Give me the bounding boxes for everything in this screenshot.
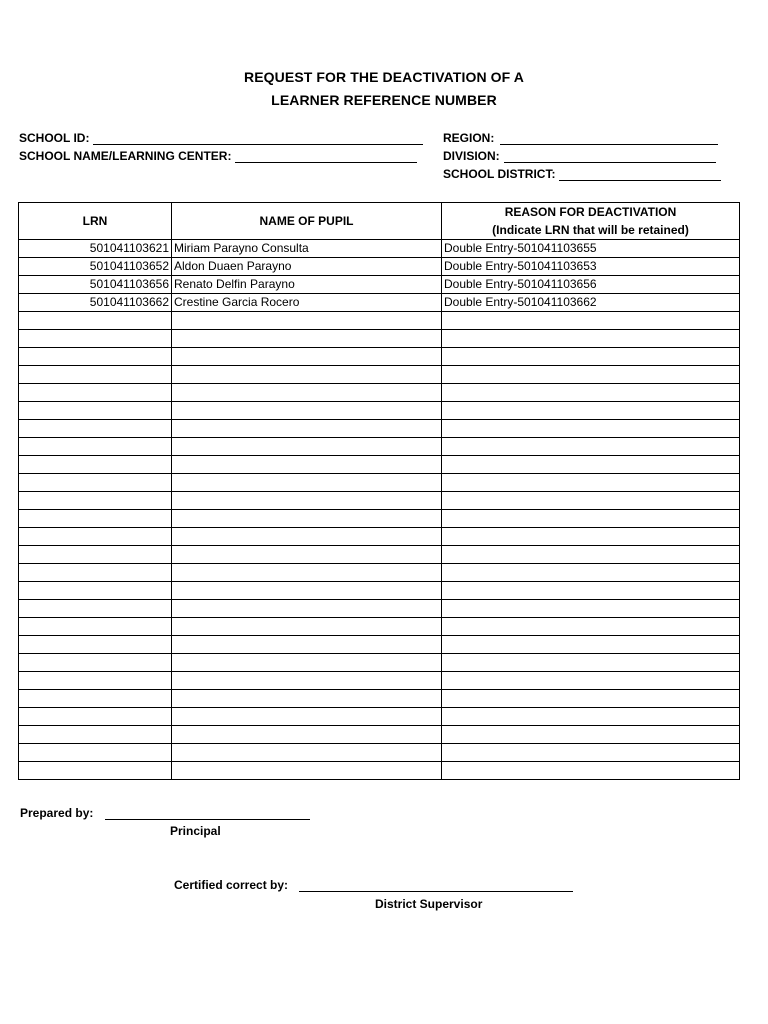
table-row: [19, 762, 740, 780]
header-name-of-pupil: NAME OF PUPIL: [172, 203, 442, 240]
table-row: [19, 690, 740, 708]
reason-cell[interactable]: Double Entry-501041103662: [442, 294, 740, 312]
lrn-cell[interactable]: [19, 366, 172, 384]
table-row: [19, 312, 740, 330]
name-cell[interactable]: [172, 528, 442, 546]
table-row: [19, 528, 740, 546]
table-row: [19, 258, 740, 276]
lrn-cell[interactable]: 501041103662: [19, 294, 172, 312]
lrn-cell[interactable]: [19, 672, 172, 690]
school-id-blank[interactable]: [93, 132, 423, 145]
table-row: [19, 564, 740, 582]
reason-cell[interactable]: [442, 510, 740, 528]
reason-cell[interactable]: Double Entry-501041103653: [442, 258, 740, 276]
table-row: [19, 744, 740, 762]
lrn-cell[interactable]: [19, 348, 172, 366]
header-reason-line-2: (Indicate LRN that will be retained): [492, 223, 689, 237]
table-row: [19, 366, 740, 384]
name-cell[interactable]: [172, 636, 442, 654]
school-district-blank[interactable]: [559, 168, 721, 181]
prepared-by-field[interactable]: [20, 806, 310, 820]
certified-by-field[interactable]: [174, 878, 573, 892]
region-blank[interactable]: [500, 132, 718, 145]
lrn-cell[interactable]: [19, 312, 172, 330]
reason-cell[interactable]: [442, 600, 740, 618]
name-cell[interactable]: Miriam Parayno Consulta: [172, 240, 442, 258]
lrn-cell[interactable]: [19, 654, 172, 672]
name-cell[interactable]: Crestine Garcia Rocero: [172, 294, 442, 312]
reason-cell[interactable]: [442, 474, 740, 492]
reason-cell[interactable]: [442, 564, 740, 582]
name-cell[interactable]: [172, 672, 442, 690]
table-row: [19, 348, 740, 366]
deactivation-table: [18, 202, 740, 780]
reason-cell[interactable]: [442, 636, 740, 654]
name-cell[interactable]: Aldon Duaen Parayno: [172, 258, 442, 276]
reason-cell[interactable]: [442, 348, 740, 366]
lrn-cell[interactable]: [19, 744, 172, 762]
table-row: [19, 636, 740, 654]
principal-title: Principal: [170, 824, 221, 838]
reason-cell[interactable]: [442, 312, 740, 330]
header-reason-line-1: REASON FOR DEACTIVATION: [504, 205, 677, 219]
name-cell[interactable]: [172, 546, 442, 564]
reason-cell[interactable]: [442, 654, 740, 672]
lrn-cell[interactable]: [19, 438, 172, 456]
name-cell[interactable]: [172, 690, 442, 708]
school-name-blank[interactable]: [235, 150, 417, 163]
school-id-label: SCHOOL ID:: [19, 131, 90, 145]
table-row: [19, 492, 740, 510]
certified-by-blank[interactable]: [299, 879, 573, 892]
lrn-cell[interactable]: 501041103621: [19, 240, 172, 258]
reason-cell[interactable]: [442, 690, 740, 708]
name-cell[interactable]: [172, 456, 442, 474]
school-name-label: SCHOOL NAME/LEARNING CENTER:: [19, 149, 232, 163]
name-cell[interactable]: [172, 726, 442, 744]
name-cell[interactable]: [172, 654, 442, 672]
document-title-line-1: REQUEST FOR THE DEACTIVATION OF A: [244, 69, 524, 85]
school-district-label: SCHOOL DISTRICT:: [443, 167, 556, 181]
reason-cell[interactable]: Double Entry-501041103656: [442, 276, 740, 294]
table-header-row: [19, 203, 740, 240]
lrn-cell[interactable]: [19, 330, 172, 348]
header-reason: [442, 203, 740, 240]
lrn-cell[interactable]: [19, 636, 172, 654]
lrn-cell[interactable]: [19, 564, 172, 582]
lrn-cell[interactable]: [19, 510, 172, 528]
reason-cell[interactable]: [442, 492, 740, 510]
table-row: [19, 618, 740, 636]
table-row: [19, 672, 740, 690]
division-field[interactable]: [443, 149, 716, 163]
name-cell[interactable]: [172, 312, 442, 330]
name-cell[interactable]: [172, 474, 442, 492]
lrn-cell[interactable]: [19, 528, 172, 546]
name-cell[interactable]: [172, 510, 442, 528]
name-cell[interactable]: [172, 384, 442, 402]
table-row: [19, 294, 740, 312]
school-district-field[interactable]: [443, 167, 721, 181]
name-cell[interactable]: [172, 330, 442, 348]
name-cell[interactable]: [172, 438, 442, 456]
table-row: [19, 456, 740, 474]
reason-cell[interactable]: [442, 582, 740, 600]
reason-cell[interactable]: [442, 456, 740, 474]
name-cell[interactable]: Renato Delfin Parayno: [172, 276, 442, 294]
table-row: [19, 438, 740, 456]
table-row: [19, 708, 740, 726]
table-row: [19, 276, 740, 294]
table-row: [19, 240, 740, 258]
lrn-cell[interactable]: [19, 762, 172, 780]
reason-cell[interactable]: Double Entry-501041103655: [442, 240, 740, 258]
table-row: [19, 546, 740, 564]
reason-cell[interactable]: [442, 528, 740, 546]
lrn-cell[interactable]: [19, 546, 172, 564]
division-label: DIVISION:: [443, 149, 500, 163]
school-name-field[interactable]: [19, 149, 417, 163]
header-lrn: LRN: [19, 203, 172, 240]
lrn-cell[interactable]: [19, 690, 172, 708]
lrn-cell[interactable]: [19, 474, 172, 492]
name-cell[interactable]: [172, 744, 442, 762]
table-row: [19, 402, 740, 420]
reason-cell[interactable]: [442, 672, 740, 690]
name-cell[interactable]: [172, 366, 442, 384]
school-id-field[interactable]: [19, 131, 423, 145]
lrn-cell[interactable]: [19, 384, 172, 402]
lrn-cell[interactable]: 501041103652: [19, 258, 172, 276]
reason-cell[interactable]: [442, 366, 740, 384]
lrn-cell[interactable]: [19, 456, 172, 474]
table-row: [19, 726, 740, 744]
name-cell[interactable]: [172, 564, 442, 582]
lrn-cell[interactable]: [19, 492, 172, 510]
reason-cell[interactable]: [442, 420, 740, 438]
reason-cell[interactable]: [442, 546, 740, 564]
district-supervisor-title: District Supervisor: [375, 897, 483, 911]
name-cell[interactable]: [172, 420, 442, 438]
table-row: [19, 474, 740, 492]
prepared-by-blank[interactable]: [105, 807, 310, 820]
region-label: REGION:: [443, 131, 495, 145]
name-cell[interactable]: [172, 618, 442, 636]
lrn-cell[interactable]: [19, 420, 172, 438]
table-body: [19, 240, 740, 780]
reason-cell[interactable]: [442, 708, 740, 726]
lrn-cell[interactable]: 501041103656: [19, 276, 172, 294]
table-row: [19, 420, 740, 438]
division-blank[interactable]: [504, 150, 716, 163]
reason-cell[interactable]: [442, 438, 740, 456]
reason-cell[interactable]: [442, 726, 740, 744]
reason-cell[interactable]: [442, 762, 740, 780]
table-row: [19, 654, 740, 672]
name-cell[interactable]: [172, 492, 442, 510]
reason-cell[interactable]: [442, 384, 740, 402]
lrn-cell[interactable]: [19, 582, 172, 600]
reason-cell[interactable]: [442, 330, 740, 348]
table-row: [19, 582, 740, 600]
table-row: [19, 384, 740, 402]
certified-by-label: Certified correct by:: [174, 878, 289, 892]
region-field[interactable]: [443, 131, 718, 145]
table-row: [19, 600, 740, 618]
lrn-cell[interactable]: [19, 708, 172, 726]
document-title-line-2: LEARNER REFERENCE NUMBER: [271, 92, 497, 108]
table-row: [19, 510, 740, 528]
prepared-by-label: Prepared by:: [20, 806, 94, 820]
reason-cell[interactable]: [442, 402, 740, 420]
name-cell[interactable]: [172, 402, 442, 420]
lrn-cell[interactable]: [19, 402, 172, 420]
name-cell[interactable]: [172, 582, 442, 600]
lrn-cell[interactable]: [19, 600, 172, 618]
reason-cell[interactable]: [442, 744, 740, 762]
name-cell[interactable]: [172, 762, 442, 780]
name-cell[interactable]: [172, 600, 442, 618]
table-row: [19, 330, 740, 348]
lrn-cell[interactable]: [19, 726, 172, 744]
name-cell[interactable]: [172, 708, 442, 726]
lrn-cell[interactable]: [19, 618, 172, 636]
reason-cell[interactable]: [442, 618, 740, 636]
name-cell[interactable]: [172, 348, 442, 366]
